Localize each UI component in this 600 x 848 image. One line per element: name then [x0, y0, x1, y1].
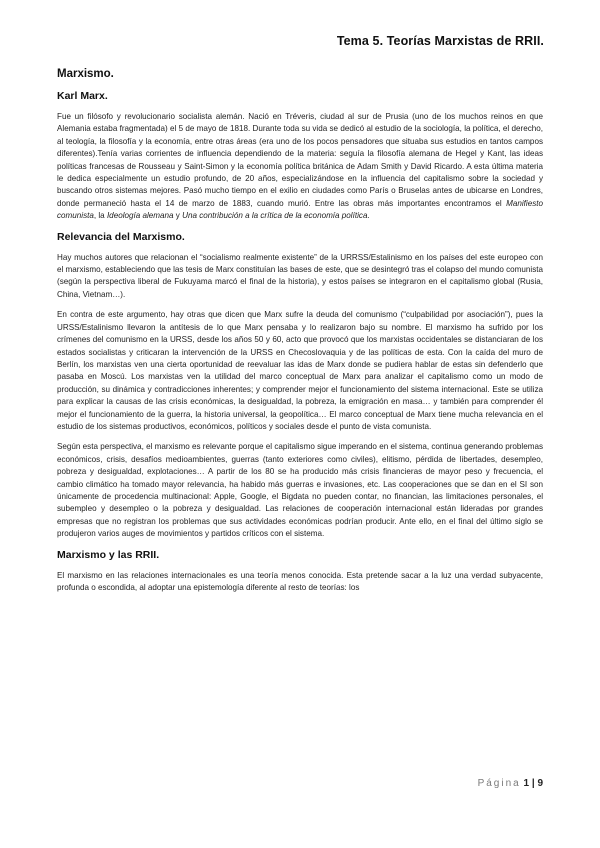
page-number: 1: [523, 778, 530, 789]
bio-text-a: Fue un filósofo y revolucionario socialista alemán. Nació en Tréveris, ciudad al sur de Prusia (uno de los muchos reinos en que Alemania estaba fragmentada) el 5 de mayo de 1818. Durante toda su vida se dedicó al estudio de la sociología, la política, el derecho, al teología, la filosofía y la economía, entre otras áreas (era uno de los pocos pensadores que situaba sus estudios en tantos campos diferentes).Tenía varias corrientes de influencia dependiendo de la materia: seguía la filosofía alemana de Hegel y Kant, las ideas políticas francesas de Rousseau y Saint-Simon y la economía política británica de Adam Smith y David Ricardo. A esta última materia le dedica especialmente un estudio profundo, de 20 años, especializándose en la influencia del capitalismo sobre la sociedad y buscando otros sistemas mejores. Pasó mucho tiempo en el exilio en ciudades como París o Bruselas antes de ubicarse en Londres, donde permaneció hasta el 14 de marzo de 1883, cuando murió. Entre las obras más importantes encontramos el: [57, 112, 543, 208]
page-footer: [478, 778, 543, 789]
work-title-manifiesto: Manifiesto comunista: [57, 198, 543, 221]
document-body: [57, 68, 543, 602]
heading-karl-marx: Karl Marx.: [57, 90, 108, 102]
paragraph-relevancia-3: Según esta perspectiva, el marxismo es relevante porque el capitalismo sigue imperando en el sistema, continua generando problemas económicos, crisis, desafíos medioambientes, guerras (tanto exteriores como civiles), elitismo, pérdida de libertades, desempleo, pobreza y desigualdad, explotaciones… A partir de los 80 se ha producido más crisis financieras de mayor peso y frecuencia, el cambio climático ha tomado mayor relevancia, ha habido más guerras e invasiones, etc. Las cooperaciones que se dan en el SI son únicamente de procedencia multinacional: Apple, Google, el Bigdata no pueden contar, no financian, las limitaciones personales, el subempleo y desempleo o la pobreza y desigualdad. Las relaciones de cooperación internacional están lideradas por grandes empresas que no registran los problemas que sus actividades económicas podrían producir. Ante ello, en el final del último siglo se produjeron varios auges de movimientos y partidos críticos con el sistema.: [57, 442, 543, 539]
paragraph-marxismo-rrii: El marxismo en las relaciones internacionales es una teoría menos conocida. Esta pretende sacar a la luz una verdad subyacente, profunda o escondida, al adoptar una epistemología diferente al resto de teorías: los: [57, 570, 543, 592]
paragraph-relevancia-1: Hay muchos autores que relacionan el “socialismo realmente existente” de la URRSS/Estalinismo en los países del este europeo con el marxismo, estableciendo que las tesis de Marx constituían las bases de este, que se desintegró tras el colapso del mundo comunista (según la perspectiva liberal de Fukuyama marcó el final de la historia), y estos países se integraron en el capitalismo global (Rusia, China, Vietnam…).: [57, 252, 543, 299]
paragraph-biography: [57, 111, 543, 223]
heading-marxismo-rrii: Marxismo y las RRII.: [57, 548, 160, 561]
bio-text-d: .: [367, 211, 370, 221]
paragraph-relevancia-2: En contra de este argumento, hay otras que dicen que Marx sufre la deuda del comunismo (“culpabilidad por asociación”), pues la URSS/Estalinismo llevaron la antítesis de lo que Marx pensaba y lo realizaron bajo su nombre. El marxismo ha sufrido por los crímenes del comunismo en la URSS, desde los años 50 y 60, acto que provocó que los marxistas occidentales se distanciaran de los estados socialistas y criticaran la intervención de la URSS en Checoslovaquia y de las políticas de esta. Con la caída del muro de Berlín, los marxistas ven una cierta oportunidad de reevaluar las idas de Marx donde se pudiera hablar de estas sin defenderlo que pasaba en Moscú. Los marxistas ven la utilidad del marco conceptual de Marx para analizar el capitalismo como un modo de producción, su dinámica y contradicciones inherentes; y comprender mejor el funcionamiento del sistema internacional. Este se utiliza para explicar la causas de las crisis económicas, la desigualdad, la pobreza, la emigración en masa… y también para comprender él mejor el funcionamiento de la guerra, la historia universal, la geopolítica… El marco conceptual de Marx tiene mucha relevancia en el estudio de los sistemas productivos, económicos, políticos y sociales desde el punto de vista comunista.: [57, 310, 543, 431]
bio-text-b: , la: [93, 211, 107, 221]
page-separator: |: [531, 778, 535, 789]
work-title-ideologia: Ideología alemana: [106, 211, 174, 221]
bio-text-c: y: [173, 211, 183, 221]
page-label: Página: [477, 778, 521, 789]
work-title-contribucion: Una contribución a la crítica de la economía política: [182, 211, 368, 221]
header-title: Tema 5. Teorías Marxistas de RRII.: [336, 34, 544, 48]
heading-relevancia: Relevancia del Marxismo.: [57, 230, 185, 243]
section-title: Marxismo.: [57, 68, 114, 80]
page-total: 9: [537, 778, 543, 789]
